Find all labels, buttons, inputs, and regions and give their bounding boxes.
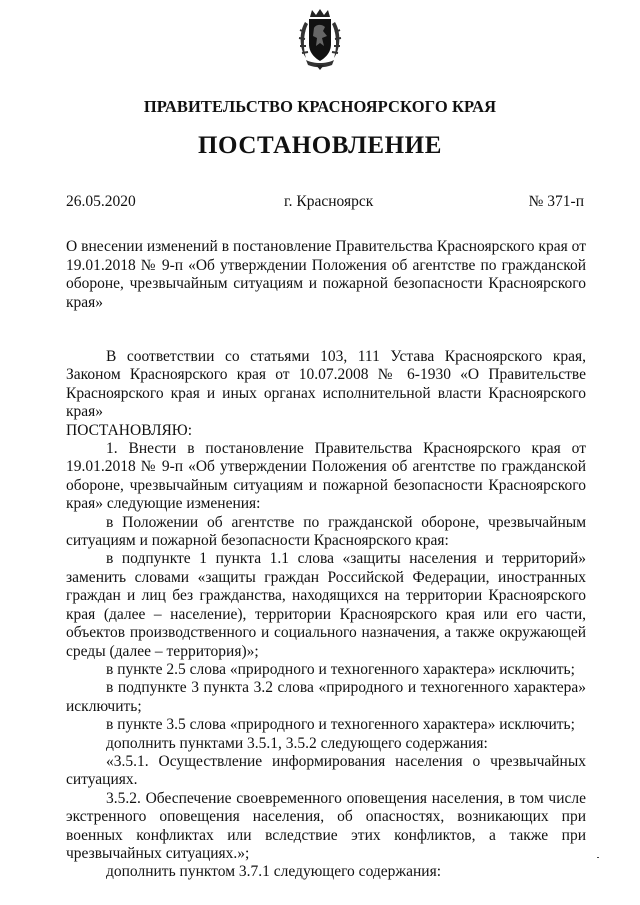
scan-speck [597, 857, 599, 858]
body-paragraph: дополнить пунктом 3.7.1 следующего содержания: [106, 863, 441, 881]
body-paragraph: 3.5.2. Обеспечение своевременного оповещения населения, в том числе экстренного оповещения населения, об опасностях, возникающих при военных конфликтах или вследствие этих конфликтов, а также при чрезвычайных ситуациях.»; [66, 789, 586, 862]
preamble-paragraph: В соответствии со статьями 103, 111 Устава Красноярского края, Законом Красноярского края от 10.07.2008 № 6-1930 «О Правительстве Красноярского края и иных органах исполнительной власти Красноярского края» [66, 348, 586, 421]
document-date: 26.05.2020 [66, 193, 136, 210]
document-city: г. Красноярск [284, 193, 374, 210]
document-subject: О внесении изменений в постановление Правительства Красноярского края от 19.01.2018 № 9-п «Об утверждении Положения об агентстве по гражданской обороне, чрезвычайным ситуациям и пожарной безопасности Красноярского края» [66, 238, 586, 311]
body-paragraph: в пункте 2.5 слова «природного и техногенного характера» исключить; [106, 660, 575, 678]
body-paragraph: 1. Внести в постановление Правительства Красноярского края от 19.01.2018 № 9-п «Об утверждении Положения об агентстве по гражданской обороне, чрезвычайным ситуациям и пожарной безопасности Красноярского края» следующие изменения: [66, 440, 586, 513]
document-type: ПОСТАНОВЛЕНИЕ [197, 132, 443, 159]
body-paragraph: в Положении об агентстве по гражданской обороне, чрезвычайным ситуациям и пожарной безопасности Красноярского края: [66, 513, 586, 550]
document-body [66, 348, 586, 882]
krasnoyarsk-krai-coat-of-arms-icon [296, 8, 344, 70]
body-paragraph: в подпункте 1 пункта 1.1 слова «защиты населения и территорий» заменить словами «защиты граждан Российской Федерации, иностранных граждан и лиц без гражданства, находящихся на территории Красноярского края (далее – население), территории Красноярского края или его части, объектов производственного и социального назначения, а также окружающей среды (далее – территория)»; [66, 550, 586, 660]
decree-word: ПОСТАНОВЛЯЮ: [66, 421, 193, 439]
body-paragraph: в подпункте 3 пункта 3.2 слова «природного и техногенного характера» исключить; [66, 679, 586, 715]
body-paragraph: «3.5.1. Осуществление информирования населения о чрезвычайных ситуациях. [66, 752, 586, 789]
government-title: ПРАВИТЕЛЬСТВО КРАСНОЯРСКОГО КРАЯ [143, 97, 497, 116]
body-paragraph: дополнить пунктами 3.5.1, 3.5.2 следующего содержания: [106, 734, 488, 752]
document-number: № 371-п [528, 193, 584, 210]
body-paragraph: в пункте 3.5 слова «природного и техногенного характера» исключить; [106, 716, 575, 734]
